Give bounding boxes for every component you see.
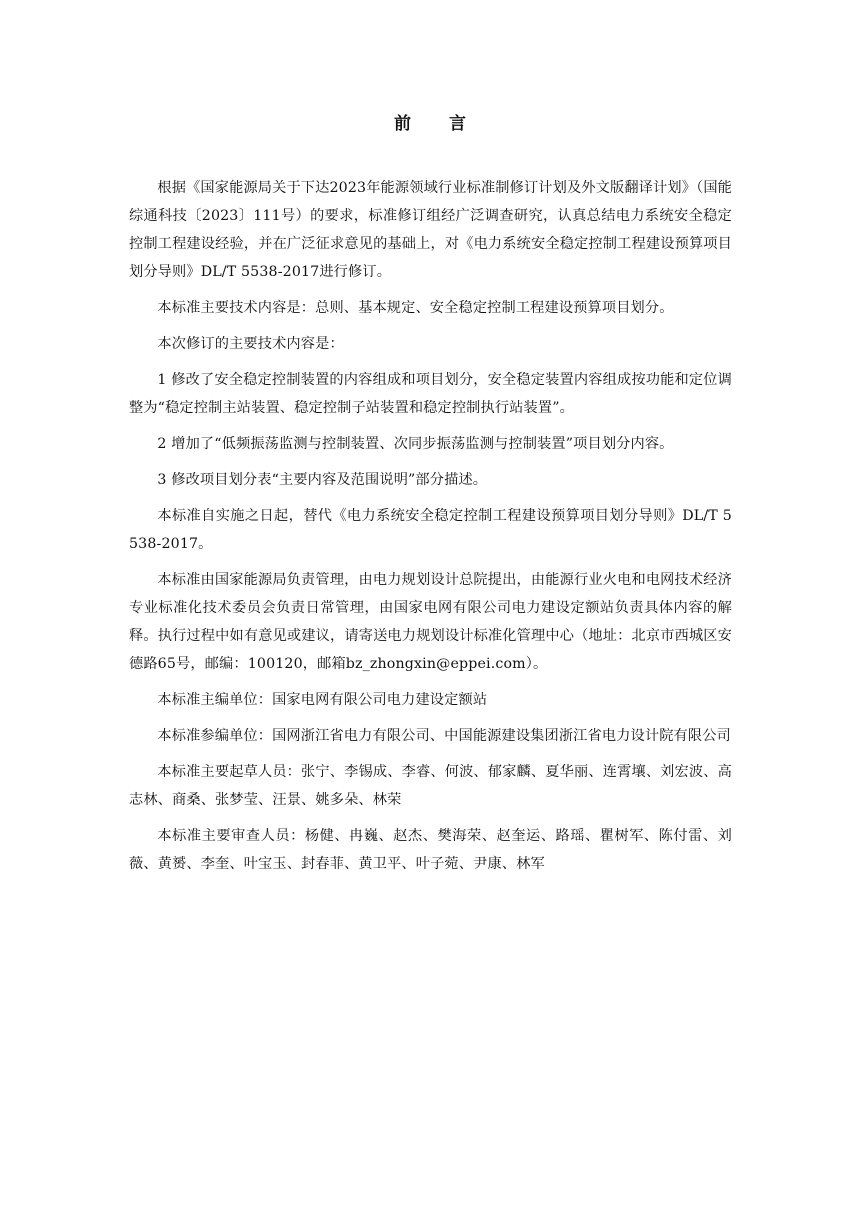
paragraph-chief-unit: 本标准主编单位：国家电网有限公司电力建设定额站 — [157, 692, 488, 708]
paragraph-main-content: 本标准主要技术内容是：总则、基本规定、安全稳定控制工程建设预算项目划分。 — [157, 300, 674, 316]
page-title: 前 言 — [394, 114, 482, 134]
paragraph-participating-units: 本标准参编单位：国网浙江省电力有限公司、中国能源建设集团浙江省电力设计院有限公司 — [157, 728, 731, 744]
document-body — [129, 174, 732, 878]
paragraph-management: 本标准由国家能源局负责管理，由电力规划设计总院提出，由能源行业火电和电网技术经济专业标准化技术委员会负责日常管理，由国家电网有限公司电力建设定额站负责具体内容的解释。执行过程中如有意见或建议，请寄送电力规划设计标准化管理中心（地址：北京市西城区安德路65号，邮编：100120，邮箱bz_zhongxin@eppei.com）。 — [129, 572, 732, 672]
paragraph-revision-item-3: 3 修改项目划分表“主要内容及范围说明”部分描述。 — [157, 472, 488, 488]
paragraph-reviewers: 本标准主要审查人员：杨健、冉巍、赵杰、樊海荣、赵奎运、路瑶、瞿树军、陈付雷、刘薇、黄赟、李奎、叶宝玉、封春菲、黄卫平、叶子菀、尹康、林军 — [129, 828, 732, 872]
paragraph-revision-item-2: 2 增加了“低频振荡监测与控制装置、次同步振荡监测与控制装置”项目划分内容。 — [157, 436, 674, 452]
paragraph-drafters: 本标准主要起草人员：张宁、李锡成、李睿、何波、郁家麟、夏华丽、连霄壤、刘宏波、高志林、商桑、张梦莹、汪景、姚多朵、林荣 — [129, 764, 732, 808]
paragraph-replacement: 本标准自实施之日起，替代《电力系统安全稳定控制工程建设预算项目划分导则》DL/T 5538-2017。 — [129, 508, 732, 552]
paragraph-revision-intro: 本次修订的主要技术内容是： — [157, 336, 344, 352]
paragraph-revision-basis: 根据《国家能源局关于下达2023年能源领域行业标准制修订计划及外文版翻译计划》（国能综通科技〔2023〕111号）的要求，标准修订组经广泛调查研究，认真总结电力系统安全稳定控制工程建设经验，并在广泛征求意见的基础上，对《电力系统安全稳定控制工程建设预算项目划分导则》DL/T 5538-2017进行修订。 — [129, 180, 732, 280]
paragraph-revision-item-1: 1 修改了安全稳定控制装置的内容组成和项目划分，安全稳定装置内容组成按功能和定位调整为“稳定控制主站装置、稳定控制子站装置和稳定控制执行站装置”。 — [129, 372, 732, 416]
